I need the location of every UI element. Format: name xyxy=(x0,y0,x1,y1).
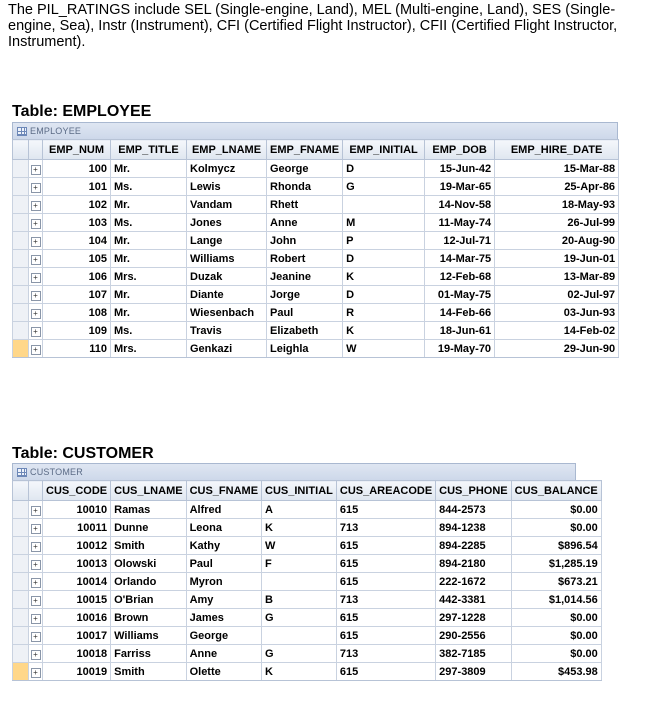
cell-cus-phone[interactable]: 222-1672 xyxy=(436,573,511,591)
cell-cus-initial[interactable]: B xyxy=(262,591,337,609)
table-row[interactable] xyxy=(13,232,619,250)
column-header-emp-dob[interactable]: EMP_DOB xyxy=(425,140,495,160)
plus-expand-icon[interactable]: + xyxy=(31,219,41,229)
cell-emp-fname[interactable]: John xyxy=(267,232,343,250)
cell-emp-lname[interactable]: Genkazi xyxy=(187,340,267,358)
cell-emp-hire-date[interactable]: 02-Jul-97 xyxy=(495,286,619,304)
cell-cus-code[interactable]: 10012 xyxy=(43,537,111,555)
cell-emp-initial[interactable]: D xyxy=(343,250,425,268)
cell-emp-title[interactable]: Ms. xyxy=(111,322,187,340)
cell-emp-lname[interactable]: Jones xyxy=(187,214,267,232)
row-selector[interactable] xyxy=(13,160,29,178)
cell-cus-phone[interactable]: 290-2556 xyxy=(436,627,511,645)
cell-emp-initial[interactable]: R xyxy=(343,304,425,322)
table-row[interactable] xyxy=(13,196,619,214)
cell-emp-initial[interactable] xyxy=(343,196,425,214)
column-header-emp-fname[interactable]: EMP_FNAME xyxy=(267,140,343,160)
table-row[interactable] xyxy=(13,627,602,645)
cell-cus-balance[interactable]: $1,014.56 xyxy=(511,591,601,609)
plus-expand-icon[interactable]: + xyxy=(31,183,41,193)
cell-emp-hire-date[interactable]: 14-Feb-02 xyxy=(495,322,619,340)
cell-emp-dob[interactable]: 19-Mar-65 xyxy=(425,178,495,196)
customer-panel-header xyxy=(12,463,576,480)
table-row[interactable] xyxy=(13,645,602,663)
cell-cus-areacode[interactable]: 615 xyxy=(336,555,435,573)
row-selector[interactable] xyxy=(13,591,29,609)
plus-expand-icon[interactable]: + xyxy=(31,614,41,624)
plus-expand-icon[interactable]: + xyxy=(31,255,41,265)
cell-cus-fname[interactable]: Paul xyxy=(186,555,261,573)
column-header-emp-lname[interactable]: EMP_LNAME xyxy=(187,140,267,160)
column-header-cus-phone[interactable]: CUS_PHONE xyxy=(436,481,511,501)
cell-emp-initial[interactable]: W xyxy=(343,340,425,358)
cell-cus-code[interactable]: 10018 xyxy=(43,645,111,663)
cell-cus-phone[interactable]: 382-7185 xyxy=(436,645,511,663)
cell-cus-initial[interactable] xyxy=(262,627,337,645)
table-icon xyxy=(17,127,27,136)
plus-expand-icon[interactable]: + xyxy=(31,668,41,678)
cell-cus-areacode[interactable]: 615 xyxy=(336,573,435,591)
plus-expand-icon[interactable]: + xyxy=(31,327,41,337)
expand-row-button[interactable] xyxy=(29,196,43,214)
cell-emp-title[interactable]: Ms. xyxy=(111,214,187,232)
cell-cus-areacode[interactable]: 713 xyxy=(336,519,435,537)
plus-expand-icon[interactable]: + xyxy=(31,345,41,355)
cell-emp-num[interactable]: 101 xyxy=(43,178,111,196)
cell-cus-balance[interactable]: $673.21 xyxy=(511,573,601,591)
cell-cus-code[interactable]: 10011 xyxy=(43,519,111,537)
table-row[interactable] xyxy=(13,591,602,609)
cell-emp-lname[interactable]: Williams xyxy=(187,250,267,268)
expand-row-button[interactable] xyxy=(29,250,43,268)
plus-expand-icon[interactable]: + xyxy=(31,524,41,534)
cell-emp-dob[interactable]: 18-Jun-61 xyxy=(425,322,495,340)
cell-emp-hire-date[interactable]: 13-Mar-89 xyxy=(495,268,619,286)
cell-emp-fname[interactable]: Jeanine xyxy=(267,268,343,286)
cell-cus-code[interactable]: 10015 xyxy=(43,591,111,609)
cell-emp-title[interactable]: Mr. xyxy=(111,286,187,304)
plus-expand-icon[interactable]: + xyxy=(31,560,41,570)
expand-row-button[interactable] xyxy=(29,214,43,232)
select-all-corner[interactable] xyxy=(13,481,29,501)
row-selector[interactable] xyxy=(13,322,29,340)
cell-cus-code[interactable]: 10017 xyxy=(43,627,111,645)
cell-cus-balance[interactable]: $0.00 xyxy=(511,501,601,519)
column-header-cus-fname[interactable]: CUS_FNAME xyxy=(186,481,261,501)
expand-row-button[interactable] xyxy=(29,591,43,609)
row-selector[interactable] xyxy=(13,609,29,627)
cell-cus-phone[interactable]: 844-2573 xyxy=(436,501,511,519)
row-selector[interactable] xyxy=(13,645,29,663)
cell-emp-dob[interactable]: 12-Feb-68 xyxy=(425,268,495,286)
cell-emp-hire-date[interactable]: 19-Jun-01 xyxy=(495,250,619,268)
cell-cus-fname[interactable]: Leona xyxy=(186,519,261,537)
expand-row-button[interactable] xyxy=(29,555,43,573)
customer-table xyxy=(12,480,602,681)
row-selector[interactable] xyxy=(13,232,29,250)
cell-emp-title[interactable]: Mr. xyxy=(111,304,187,322)
cell-cus-initial[interactable]: F xyxy=(262,555,337,573)
cell-emp-fname[interactable]: Jorge xyxy=(267,286,343,304)
expand-row-button[interactable] xyxy=(29,627,43,645)
table-row[interactable] xyxy=(13,214,619,232)
expand-row-button[interactable] xyxy=(29,304,43,322)
column-header-emp-initial[interactable]: EMP_INITIAL xyxy=(343,140,425,160)
cell-cus-balance[interactable]: $1,285.19 xyxy=(511,555,601,573)
cell-cus-fname[interactable]: Kathy xyxy=(186,537,261,555)
expand-column-header xyxy=(29,481,43,501)
cell-emp-fname[interactable]: Robert xyxy=(267,250,343,268)
cell-cus-fname[interactable]: Myron xyxy=(186,573,261,591)
cell-emp-lname[interactable]: Duzak xyxy=(187,268,267,286)
cell-cus-phone[interactable]: 442-3381 xyxy=(436,591,511,609)
cell-cus-phone[interactable]: 297-3809 xyxy=(436,663,511,681)
cell-cus-phone[interactable]: 297-1228 xyxy=(436,609,511,627)
cell-emp-hire-date[interactable]: 26-Jul-99 xyxy=(495,214,619,232)
row-selector[interactable] xyxy=(13,214,29,232)
employee-table-title: Table: EMPLOYEE xyxy=(12,103,152,120)
column-header-emp-title[interactable]: EMP_TITLE xyxy=(111,140,187,160)
cell-cus-fname[interactable]: George xyxy=(186,627,261,645)
cell-cus-initial[interactable]: G xyxy=(262,609,337,627)
cell-emp-title[interactable]: Mr. xyxy=(111,160,187,178)
expand-row-button[interactable] xyxy=(29,573,43,591)
plus-expand-icon[interactable]: + xyxy=(31,291,41,301)
cell-emp-dob[interactable]: 11-May-74 xyxy=(425,214,495,232)
plus-expand-icon[interactable]: + xyxy=(31,309,41,319)
cell-cus-balance[interactable]: $453.98 xyxy=(511,663,601,681)
column-header-cus-balance[interactable]: CUS_BALANCE xyxy=(511,481,601,501)
row-selector[interactable] xyxy=(13,286,29,304)
cell-emp-lname[interactable]: Lange xyxy=(187,232,267,250)
cell-emp-lname[interactable]: Travis xyxy=(187,322,267,340)
cell-emp-dob[interactable]: 19-May-70 xyxy=(425,340,495,358)
cell-emp-initial[interactable]: K xyxy=(343,322,425,340)
cell-emp-fname[interactable]: Paul xyxy=(267,304,343,322)
table-row[interactable] xyxy=(13,250,619,268)
cell-cus-lname[interactable]: Williams xyxy=(111,627,186,645)
cell-cus-balance[interactable]: $0.00 xyxy=(511,627,601,645)
row-selector[interactable] xyxy=(13,268,29,286)
plus-expand-icon[interactable]: + xyxy=(31,237,41,247)
cell-cus-lname[interactable]: Olowski xyxy=(111,555,186,573)
cell-cus-lname[interactable]: Smith xyxy=(111,663,186,681)
cell-cus-balance[interactable]: $0.00 xyxy=(511,645,601,663)
cell-cus-initial[interactable]: A xyxy=(262,501,337,519)
cell-cus-initial[interactable]: W xyxy=(262,537,337,555)
cell-emp-lname[interactable]: Diante xyxy=(187,286,267,304)
cell-cus-lname[interactable]: Brown xyxy=(111,609,186,627)
cell-cus-initial[interactable]: K xyxy=(262,663,337,681)
cell-cus-lname[interactable]: Orlando xyxy=(111,573,186,591)
employee-panel-label: EMPLOYEE xyxy=(30,126,82,136)
column-header-emp-num[interactable]: EMP_NUM xyxy=(43,140,111,160)
cell-cus-areacode[interactable]: 615 xyxy=(336,627,435,645)
employee-table xyxy=(12,139,619,358)
table-row[interactable] xyxy=(13,178,619,196)
cell-emp-title[interactable]: Ms. xyxy=(111,178,187,196)
cell-cus-areacode[interactable]: 713 xyxy=(336,645,435,663)
column-header-cus-lname[interactable]: CUS_LNAME xyxy=(111,481,186,501)
cell-cus-initial[interactable] xyxy=(262,573,337,591)
cell-cus-lname[interactable]: Farriss xyxy=(111,645,186,663)
employee-table-panel xyxy=(12,122,619,358)
employee-panel-header xyxy=(12,122,618,139)
cell-emp-num[interactable]: 106 xyxy=(43,268,111,286)
cell-emp-dob[interactable]: 15-Jun-42 xyxy=(425,160,495,178)
cell-emp-lname[interactable]: Lewis xyxy=(187,178,267,196)
plus-expand-icon[interactable]: + xyxy=(31,650,41,660)
row-selector[interactable] xyxy=(13,178,29,196)
row-selector[interactable] xyxy=(13,340,29,358)
cell-emp-num[interactable]: 104 xyxy=(43,232,111,250)
plus-expand-icon[interactable]: + xyxy=(31,506,41,516)
cell-emp-num[interactable]: 107 xyxy=(43,286,111,304)
cell-emp-initial[interactable]: D xyxy=(343,286,425,304)
cell-emp-fname[interactable]: Rhonda xyxy=(267,178,343,196)
row-selector[interactable] xyxy=(13,304,29,322)
cell-emp-lname[interactable]: Vandam xyxy=(187,196,267,214)
cell-emp-title[interactable]: Mr. xyxy=(111,232,187,250)
cell-cus-fname[interactable]: Olette xyxy=(186,663,261,681)
plus-expand-icon[interactable]: + xyxy=(31,632,41,642)
customer-panel-label: CUSTOMER xyxy=(30,467,83,477)
cell-emp-fname[interactable]: Anne xyxy=(267,214,343,232)
row-selector[interactable] xyxy=(13,627,29,645)
cell-cus-areacode[interactable]: 615 xyxy=(336,537,435,555)
cell-cus-fname[interactable]: Amy xyxy=(186,591,261,609)
expand-column-header xyxy=(29,140,43,160)
cell-emp-initial[interactable]: D xyxy=(343,160,425,178)
plus-expand-icon[interactable]: + xyxy=(31,578,41,588)
row-selector[interactable] xyxy=(13,663,29,681)
expand-row-button[interactable] xyxy=(29,232,43,250)
expand-row-button[interactable] xyxy=(29,609,43,627)
table-row[interactable] xyxy=(13,286,619,304)
cell-cus-lname[interactable]: Ramas xyxy=(111,501,186,519)
table-row[interactable] xyxy=(13,268,619,286)
cell-emp-num[interactable]: 109 xyxy=(43,322,111,340)
row-selector[interactable] xyxy=(13,537,29,555)
cell-emp-dob[interactable]: 14-Feb-66 xyxy=(425,304,495,322)
cell-cus-initial[interactable]: K xyxy=(262,519,337,537)
cell-cus-balance[interactable]: $0.00 xyxy=(511,609,601,627)
cell-emp-lname[interactable]: Kolmycz xyxy=(187,160,267,178)
cell-cus-code[interactable]: 10013 xyxy=(43,555,111,573)
cell-emp-num[interactable]: 110 xyxy=(43,340,111,358)
cell-emp-num[interactable]: 100 xyxy=(43,160,111,178)
cell-cus-lname[interactable]: O'Brian xyxy=(111,591,186,609)
cell-cus-fname[interactable]: Alfred xyxy=(186,501,261,519)
plus-expand-icon[interactable]: + xyxy=(31,201,41,211)
table-row[interactable] xyxy=(13,322,619,340)
expand-row-button[interactable] xyxy=(29,268,43,286)
customer-table-panel xyxy=(12,463,602,681)
expand-row-button[interactable] xyxy=(29,663,43,681)
cell-cus-areacode[interactable]: 615 xyxy=(336,609,435,627)
expand-row-button[interactable] xyxy=(29,501,43,519)
cell-emp-hire-date[interactable]: 25-Apr-86 xyxy=(495,178,619,196)
table-row[interactable] xyxy=(13,573,602,591)
expand-row-button[interactable] xyxy=(29,519,43,537)
expand-row-button[interactable] xyxy=(29,286,43,304)
column-header-cus-initial[interactable]: CUS_INITIAL xyxy=(262,481,337,501)
table-row[interactable] xyxy=(13,160,619,178)
column-header-emp-hire-date[interactable]: EMP_HIRE_DATE xyxy=(495,140,619,160)
cell-cus-lname[interactable]: Dunne xyxy=(111,519,186,537)
expand-row-button[interactable] xyxy=(29,178,43,196)
plus-expand-icon[interactable]: + xyxy=(31,273,41,283)
cell-cus-areacode[interactable]: 615 xyxy=(336,663,435,681)
row-selector[interactable] xyxy=(13,196,29,214)
cell-cus-areacode[interactable]: 615 xyxy=(336,501,435,519)
cell-emp-title[interactable]: Mr. xyxy=(111,196,187,214)
row-selector[interactable] xyxy=(13,250,29,268)
table-row[interactable] xyxy=(13,501,602,519)
table-row[interactable] xyxy=(13,609,602,627)
table-row[interactable] xyxy=(13,340,619,358)
cell-cus-code[interactable]: 10019 xyxy=(43,663,111,681)
cell-emp-hire-date[interactable]: 29-Jun-90 xyxy=(495,340,619,358)
cell-emp-num[interactable]: 102 xyxy=(43,196,111,214)
table-icon xyxy=(17,468,27,477)
cell-emp-dob[interactable]: 12-Jul-71 xyxy=(425,232,495,250)
cell-cus-phone[interactable]: 894-2285 xyxy=(436,537,511,555)
column-header-cus-code[interactable]: CUS_CODE xyxy=(43,481,111,501)
table-row[interactable] xyxy=(13,537,602,555)
cell-emp-hire-date[interactable]: 15-Mar-88 xyxy=(495,160,619,178)
cell-cus-lname[interactable]: Smith xyxy=(111,537,186,555)
row-selector[interactable] xyxy=(13,555,29,573)
table-row[interactable] xyxy=(13,519,602,537)
cell-cus-fname[interactable]: Anne xyxy=(186,645,261,663)
table-row[interactable] xyxy=(13,663,602,681)
expand-row-button[interactable] xyxy=(29,160,43,178)
column-header-cus-areacode[interactable]: CUS_AREACODE xyxy=(336,481,435,501)
cell-emp-num[interactable]: 105 xyxy=(43,250,111,268)
cell-cus-balance[interactable]: $896.54 xyxy=(511,537,601,555)
cell-emp-title[interactable]: Mrs. xyxy=(111,268,187,286)
cell-cus-balance[interactable]: $0.00 xyxy=(511,519,601,537)
cell-emp-num[interactable]: 108 xyxy=(43,304,111,322)
expand-row-button[interactable] xyxy=(29,322,43,340)
cell-cus-fname[interactable]: James xyxy=(186,609,261,627)
cell-emp-initial[interactable]: K xyxy=(343,268,425,286)
intro-paragraph: The PIL_RATINGS include SEL (Single-engine, Land), MEL (Multi-engine, Land), SES (Single-engine, Sea), Instr (Instrument), CFI (Certified Flight Instructor), CFII (Certified Flight Instructor, Instrument). xyxy=(8,2,618,50)
cell-emp-title[interactable]: Mrs. xyxy=(111,340,187,358)
cell-cus-phone[interactable]: 894-1238 xyxy=(436,519,511,537)
cell-emp-hire-date[interactable]: 20-Aug-90 xyxy=(495,232,619,250)
plus-expand-icon[interactable]: + xyxy=(31,165,41,175)
cell-cus-areacode[interactable]: 713 xyxy=(336,591,435,609)
cell-emp-dob[interactable]: 14-Nov-58 xyxy=(425,196,495,214)
customer-table-title: Table: CUSTOMER xyxy=(12,445,154,462)
select-all-corner[interactable] xyxy=(13,140,29,160)
cell-emp-fname[interactable]: Rhett xyxy=(267,196,343,214)
row-selector[interactable] xyxy=(13,573,29,591)
expand-row-button[interactable] xyxy=(29,537,43,555)
cell-emp-fname[interactable]: Leighla xyxy=(267,340,343,358)
cell-emp-hire-date[interactable]: 03-Jun-93 xyxy=(495,304,619,322)
row-selector[interactable] xyxy=(13,519,29,537)
cell-emp-title[interactable]: Mr. xyxy=(111,250,187,268)
cell-cus-code[interactable]: 10014 xyxy=(43,573,111,591)
cell-emp-hire-date[interactable]: 18-May-93 xyxy=(495,196,619,214)
cell-emp-initial[interactable]: P xyxy=(343,232,425,250)
row-selector[interactable] xyxy=(13,501,29,519)
cell-emp-dob[interactable]: 14-Mar-75 xyxy=(425,250,495,268)
table-row[interactable] xyxy=(13,555,602,573)
cell-emp-initial[interactable]: G xyxy=(343,178,425,196)
table-row[interactable] xyxy=(13,304,619,322)
cell-emp-lname[interactable]: Wiesenbach xyxy=(187,304,267,322)
cell-cus-initial[interactable]: G xyxy=(262,645,337,663)
cell-emp-dob[interactable]: 01-May-75 xyxy=(425,286,495,304)
plus-expand-icon[interactable]: + xyxy=(31,542,41,552)
cell-emp-num[interactable]: 103 xyxy=(43,214,111,232)
plus-expand-icon[interactable]: + xyxy=(31,596,41,606)
expand-row-button[interactable] xyxy=(29,340,43,358)
cell-emp-initial[interactable]: M xyxy=(343,214,425,232)
cell-emp-fname[interactable]: Elizabeth xyxy=(267,322,343,340)
cell-cus-phone[interactable]: 894-2180 xyxy=(436,555,511,573)
expand-row-button[interactable] xyxy=(29,645,43,663)
cell-cus-code[interactable]: 10010 xyxy=(43,501,111,519)
cell-emp-fname[interactable]: George xyxy=(267,160,343,178)
cell-cus-code[interactable]: 10016 xyxy=(43,609,111,627)
